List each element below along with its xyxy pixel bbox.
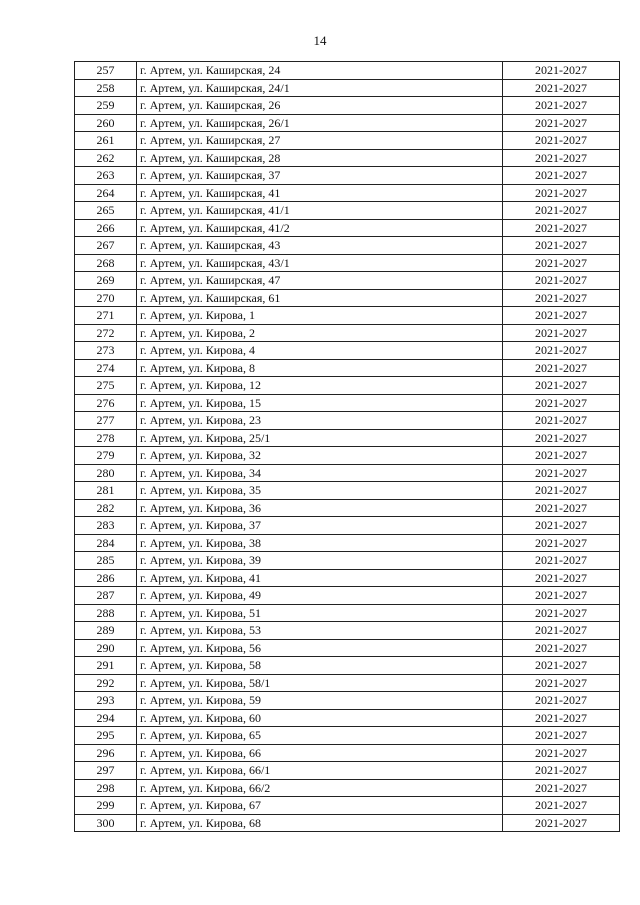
period-cell: 2021-2027	[503, 429, 620, 447]
address-cell: г. Артем, ул. Кирова, 67	[137, 797, 503, 815]
period-cell: 2021-2027	[503, 657, 620, 675]
period-cell: 2021-2027	[503, 814, 620, 832]
row-number-cell: 299	[75, 797, 137, 815]
row-number-cell: 293	[75, 692, 137, 710]
period-cell: 2021-2027	[503, 167, 620, 185]
period-cell: 2021-2027	[503, 727, 620, 745]
table-row	[75, 219, 620, 237]
address-cell: г. Артем, ул. Кирова, 25/1	[137, 429, 503, 447]
address-cell: г. Артем, ул. Кирова, 2	[137, 324, 503, 342]
address-cell: г. Артем, ул. Каширская, 43/1	[137, 254, 503, 272]
row-number-cell: 258	[75, 79, 137, 97]
table-row	[75, 517, 620, 535]
address-cell: г. Артем, ул. Кирова, 39	[137, 552, 503, 570]
address-cell: г. Артем, ул. Кирова, 23	[137, 412, 503, 430]
address-cell: г. Артем, ул. Каширская, 43	[137, 237, 503, 255]
table-row	[75, 184, 620, 202]
row-number-cell: 286	[75, 569, 137, 587]
address-cell: г. Артем, ул. Каширская, 41/1	[137, 202, 503, 220]
table-row	[75, 289, 620, 307]
table-row	[75, 254, 620, 272]
address-table	[74, 61, 620, 832]
table-row	[75, 762, 620, 780]
period-cell: 2021-2027	[503, 499, 620, 517]
address-cell: г. Артем, ул. Каширская, 24/1	[137, 79, 503, 97]
period-cell: 2021-2027	[503, 587, 620, 605]
row-number-cell: 259	[75, 97, 137, 115]
address-cell: г. Артем, ул. Кирова, 35	[137, 482, 503, 500]
period-cell: 2021-2027	[503, 377, 620, 395]
row-number-cell: 291	[75, 657, 137, 675]
period-cell: 2021-2027	[503, 674, 620, 692]
period-cell: 2021-2027	[503, 482, 620, 500]
table-row	[75, 272, 620, 290]
table-row	[75, 622, 620, 640]
period-cell: 2021-2027	[503, 324, 620, 342]
row-number-cell: 263	[75, 167, 137, 185]
row-number-cell: 279	[75, 447, 137, 465]
period-cell: 2021-2027	[503, 219, 620, 237]
period-cell: 2021-2027	[503, 254, 620, 272]
address-cell: г. Артем, ул. Кирова, 38	[137, 534, 503, 552]
address-cell: г. Артем, ул. Кирова, 34	[137, 464, 503, 482]
address-cell: г. Артем, ул. Кирова, 8	[137, 359, 503, 377]
period-cell: 2021-2027	[503, 639, 620, 657]
table-row	[75, 412, 620, 430]
row-number-cell: 297	[75, 762, 137, 780]
address-cell: г. Артем, ул. Каширская, 41/2	[137, 219, 503, 237]
row-number-cell: 282	[75, 499, 137, 517]
table-row	[75, 657, 620, 675]
period-cell: 2021-2027	[503, 464, 620, 482]
row-number-cell: 287	[75, 587, 137, 605]
row-number-cell: 269	[75, 272, 137, 290]
period-cell: 2021-2027	[503, 412, 620, 430]
table-row	[75, 727, 620, 745]
period-cell: 2021-2027	[503, 534, 620, 552]
period-cell: 2021-2027	[503, 342, 620, 360]
address-cell: г. Артем, ул. Кирова, 59	[137, 692, 503, 710]
address-cell: г. Артем, ул. Каширская, 26/1	[137, 114, 503, 132]
row-number-cell: 298	[75, 779, 137, 797]
address-cell: г. Артем, ул. Кирова, 36	[137, 499, 503, 517]
table-row	[75, 464, 620, 482]
row-number-cell: 295	[75, 727, 137, 745]
period-cell: 2021-2027	[503, 97, 620, 115]
period-cell: 2021-2027	[503, 692, 620, 710]
row-number-cell: 300	[75, 814, 137, 832]
period-cell: 2021-2027	[503, 184, 620, 202]
period-cell: 2021-2027	[503, 762, 620, 780]
table-row	[75, 132, 620, 150]
period-cell: 2021-2027	[503, 132, 620, 150]
table-row	[75, 552, 620, 570]
table-row	[75, 709, 620, 727]
table-row	[75, 674, 620, 692]
table-row	[75, 587, 620, 605]
row-number-cell: 283	[75, 517, 137, 535]
row-number-cell: 271	[75, 307, 137, 325]
row-number-cell: 289	[75, 622, 137, 640]
address-cell: г. Артем, ул. Кирова, 56	[137, 639, 503, 657]
row-number-cell: 265	[75, 202, 137, 220]
period-cell: 2021-2027	[503, 394, 620, 412]
table-row	[75, 202, 620, 220]
period-cell: 2021-2027	[503, 552, 620, 570]
address-cell: г. Артем, ул. Кирова, 41	[137, 569, 503, 587]
row-number-cell: 274	[75, 359, 137, 377]
row-number-cell: 275	[75, 377, 137, 395]
address-cell: г. Артем, ул. Каширская, 47	[137, 272, 503, 290]
row-number-cell: 277	[75, 412, 137, 430]
table-row	[75, 79, 620, 97]
address-table-body	[75, 62, 620, 832]
row-number-cell: 276	[75, 394, 137, 412]
address-cell: г. Артем, ул. Кирова, 51	[137, 604, 503, 622]
row-number-cell: 281	[75, 482, 137, 500]
row-number-cell: 278	[75, 429, 137, 447]
row-number-cell: 272	[75, 324, 137, 342]
table-row	[75, 97, 620, 115]
address-cell: г. Артем, ул. Кирова, 60	[137, 709, 503, 727]
table-row	[75, 569, 620, 587]
row-number-cell: 261	[75, 132, 137, 150]
table-row	[75, 149, 620, 167]
address-cell: г. Артем, ул. Кирова, 4	[137, 342, 503, 360]
address-cell: г. Артем, ул. Кирова, 66/1	[137, 762, 503, 780]
table-row	[75, 307, 620, 325]
table-row	[75, 744, 620, 762]
period-cell: 2021-2027	[503, 307, 620, 325]
address-cell: г. Артем, ул. Кирова, 49	[137, 587, 503, 605]
row-number-cell: 268	[75, 254, 137, 272]
row-number-cell: 264	[75, 184, 137, 202]
address-cell: г. Артем, ул. Кирова, 65	[137, 727, 503, 745]
period-cell: 2021-2027	[503, 604, 620, 622]
table-row	[75, 692, 620, 710]
address-cell: г. Артем, ул. Каширская, 37	[137, 167, 503, 185]
table-row	[75, 604, 620, 622]
row-number-cell: 257	[75, 62, 137, 80]
row-number-cell: 260	[75, 114, 137, 132]
row-number-cell: 296	[75, 744, 137, 762]
table-row	[75, 499, 620, 517]
row-number-cell: 285	[75, 552, 137, 570]
address-cell: г. Артем, ул. Кирова, 12	[137, 377, 503, 395]
row-number-cell: 294	[75, 709, 137, 727]
row-number-cell: 270	[75, 289, 137, 307]
period-cell: 2021-2027	[503, 149, 620, 167]
period-cell: 2021-2027	[503, 744, 620, 762]
address-cell: г. Артем, ул. Кирова, 58/1	[137, 674, 503, 692]
table-row	[75, 342, 620, 360]
table-row	[75, 62, 620, 80]
address-cell: г. Артем, ул. Кирова, 32	[137, 447, 503, 465]
address-cell: г. Артем, ул. Каширская, 27	[137, 132, 503, 150]
period-cell: 2021-2027	[503, 272, 620, 290]
address-cell: г. Артем, ул. Каширская, 28	[137, 149, 503, 167]
row-number-cell: 284	[75, 534, 137, 552]
period-cell: 2021-2027	[503, 79, 620, 97]
table-row	[75, 797, 620, 815]
page-number: 14	[313, 33, 327, 48]
period-cell: 2021-2027	[503, 202, 620, 220]
table-row	[75, 482, 620, 500]
table-row	[75, 114, 620, 132]
row-number-cell: 280	[75, 464, 137, 482]
address-cell: г. Артем, ул. Каширская, 61	[137, 289, 503, 307]
address-cell: г. Артем, ул. Кирова, 53	[137, 622, 503, 640]
table-row	[75, 167, 620, 185]
period-cell: 2021-2027	[503, 779, 620, 797]
period-cell: 2021-2027	[503, 114, 620, 132]
row-number-cell: 266	[75, 219, 137, 237]
period-cell: 2021-2027	[503, 237, 620, 255]
table-row	[75, 394, 620, 412]
period-cell: 2021-2027	[503, 622, 620, 640]
address-cell: г. Артем, ул. Каширская, 24	[137, 62, 503, 80]
row-number-cell: 273	[75, 342, 137, 360]
address-cell: г. Артем, ул. Кирова, 15	[137, 394, 503, 412]
table-row	[75, 534, 620, 552]
address-cell: г. Артем, ул. Кирова, 66/2	[137, 779, 503, 797]
table-row	[75, 359, 620, 377]
period-cell: 2021-2027	[503, 517, 620, 535]
address-cell: г. Артем, ул. Кирова, 68	[137, 814, 503, 832]
address-cell: г. Артем, ул. Кирова, 37	[137, 517, 503, 535]
row-number-cell: 267	[75, 237, 137, 255]
address-cell: г. Артем, ул. Кирова, 58	[137, 657, 503, 675]
period-cell: 2021-2027	[503, 359, 620, 377]
period-cell: 2021-2027	[503, 569, 620, 587]
table-row	[75, 814, 620, 832]
table-row	[75, 779, 620, 797]
address-cell: г. Артем, ул. Каширская, 26	[137, 97, 503, 115]
row-number-cell: 292	[75, 674, 137, 692]
address-cell: г. Артем, ул. Кирова, 66	[137, 744, 503, 762]
table-row	[75, 447, 620, 465]
address-cell: г. Артем, ул. Каширская, 41	[137, 184, 503, 202]
address-cell: г. Артем, ул. Кирова, 1	[137, 307, 503, 325]
period-cell: 2021-2027	[503, 447, 620, 465]
row-number-cell: 290	[75, 639, 137, 657]
table-row	[75, 237, 620, 255]
row-number-cell: 288	[75, 604, 137, 622]
table-row	[75, 377, 620, 395]
table-row	[75, 324, 620, 342]
row-number-cell: 262	[75, 149, 137, 167]
table-row	[75, 429, 620, 447]
table-row	[75, 639, 620, 657]
period-cell: 2021-2027	[503, 797, 620, 815]
period-cell: 2021-2027	[503, 709, 620, 727]
period-cell: 2021-2027	[503, 289, 620, 307]
period-cell: 2021-2027	[503, 62, 620, 80]
